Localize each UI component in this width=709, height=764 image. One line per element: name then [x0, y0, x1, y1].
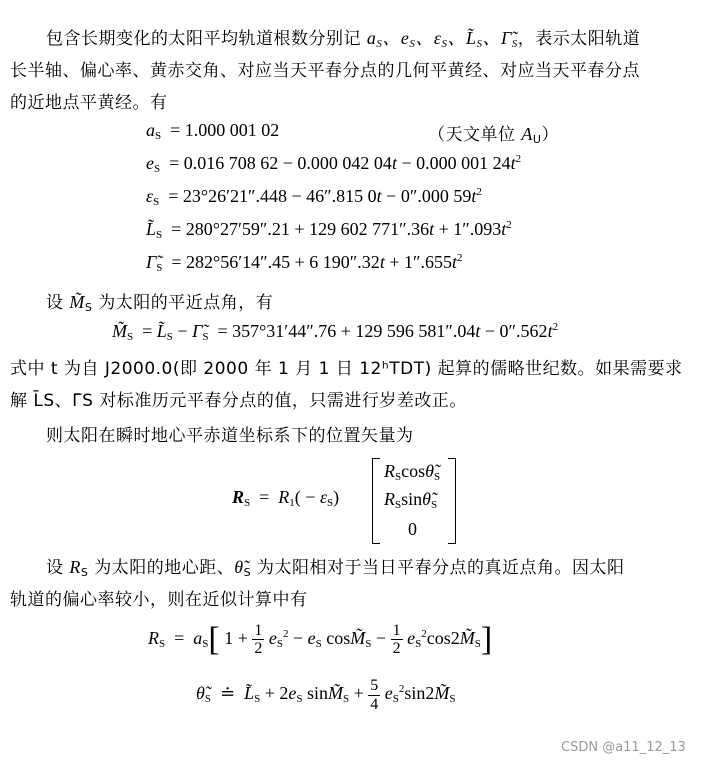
watermark: CSDN @a11_12_13: [561, 740, 686, 755]
equation-epsilon-s: $\varepsilon_S = 23^\circ 26'21''.448 - 46''.815$ 0t − 0″.000 $59t^2$: [146, 186, 482, 208]
time-definition-line-2: 解 L̄S、Γ̄S 对标准历元平春分点的值，只需进行岁差改正。: [10, 391, 467, 411]
equation-theta-s: $\thetã_S$ ≐ $L̃_S + 2e_S$ $\sin M̃_S$ + $\frac{5}{4}$ $e_S^2\sin 2M̃_S$: [196, 677, 456, 713]
intro-text: 包含长期变化的太阳平均轨道根数分别记: [46, 29, 361, 49]
equation-M-s: $M̃_S$ = $L̃_S$ − $\Gammã_S = 357^\circ 31'44''.76 + 129$ 596 $581''.04t - 0''.562t^2$: [112, 321, 559, 343]
equation-R-s: $R_S = a_S$[ 1 + $\frac{1}{2}$ $e_S^2 - e_S$ $\cos M̃_S$ − $\frac{1}{2}$ $e_S^2\cos 2M̃_S$]: [148, 621, 493, 658]
matrix-row-3: 0: [408, 519, 417, 539]
mean-anomaly-intro: 设 $M̃_S$ 为太阳的平近点角，有: [46, 292, 274, 314]
matrix-right-bracket: [448, 458, 456, 544]
equation-L-s: $L̃_S = 280^\circ 27'59''.21 + 129$ 602 $771''.36t + 1''.093t^2$: [146, 219, 512, 241]
matrix-left-bracket: [372, 458, 380, 544]
position-vector-intro: 则太阳在瞬时地心平赤道坐标系下的位置矢量为: [46, 426, 414, 446]
unit-note: （天文单位 $A_U$）: [428, 124, 559, 146]
intro-line-2: 长半轴、偏心率、黄赤交角、对应当天平春分点的几何平黄经、对应当天平春分点: [10, 61, 640, 81]
distance-intro-line-2: 轨道的偏心率较小，则在近似计算中有: [10, 590, 308, 610]
intro-line-1: [46, 24, 640, 50]
time-definition-line-1: 式中 t 为自 J2000.0(即 2000 年 1 月 1 日 12ʰTDT) 起算的儒略世纪数。如果需要求: [10, 359, 683, 379]
equation-Gamma-s: $\Gammã_S = 282^\circ 56'14''.45 + 6$ $190''.32t + 1''.655t^2$: [146, 252, 463, 274]
matrix-row-1: $R_S\cos\thetã_S$: [384, 461, 441, 483]
equation-position-vector: $R_S = R_1( - \varepsilon_S)$: [232, 487, 340, 509]
intro-line-3: 的近地点平黄经。有: [10, 93, 168, 113]
distance-intro-line-1: 设 $R_S$ 为太阳的地心距、$\thetã_S$ 为太阳相对于当日平春分点的真近点角。因太阳: [46, 557, 625, 579]
intro-suffix: ，表示太阳轨道: [517, 29, 641, 49]
matrix-row-2: $R_S\sin\thetã_S$: [384, 489, 438, 511]
element-symbols: $a_S$、$e_S$、$\varepsilon_S$、$L̃_S$、$\Gammã_S$: [366, 28, 518, 50]
equation-e-s: $e_S = 0.016$ 708 62 − 0.000 042 04t − 0.000 001 $24t^2$: [146, 153, 522, 175]
equation-a-s: $a_S = 1.000$ 001 02: [146, 120, 280, 142]
